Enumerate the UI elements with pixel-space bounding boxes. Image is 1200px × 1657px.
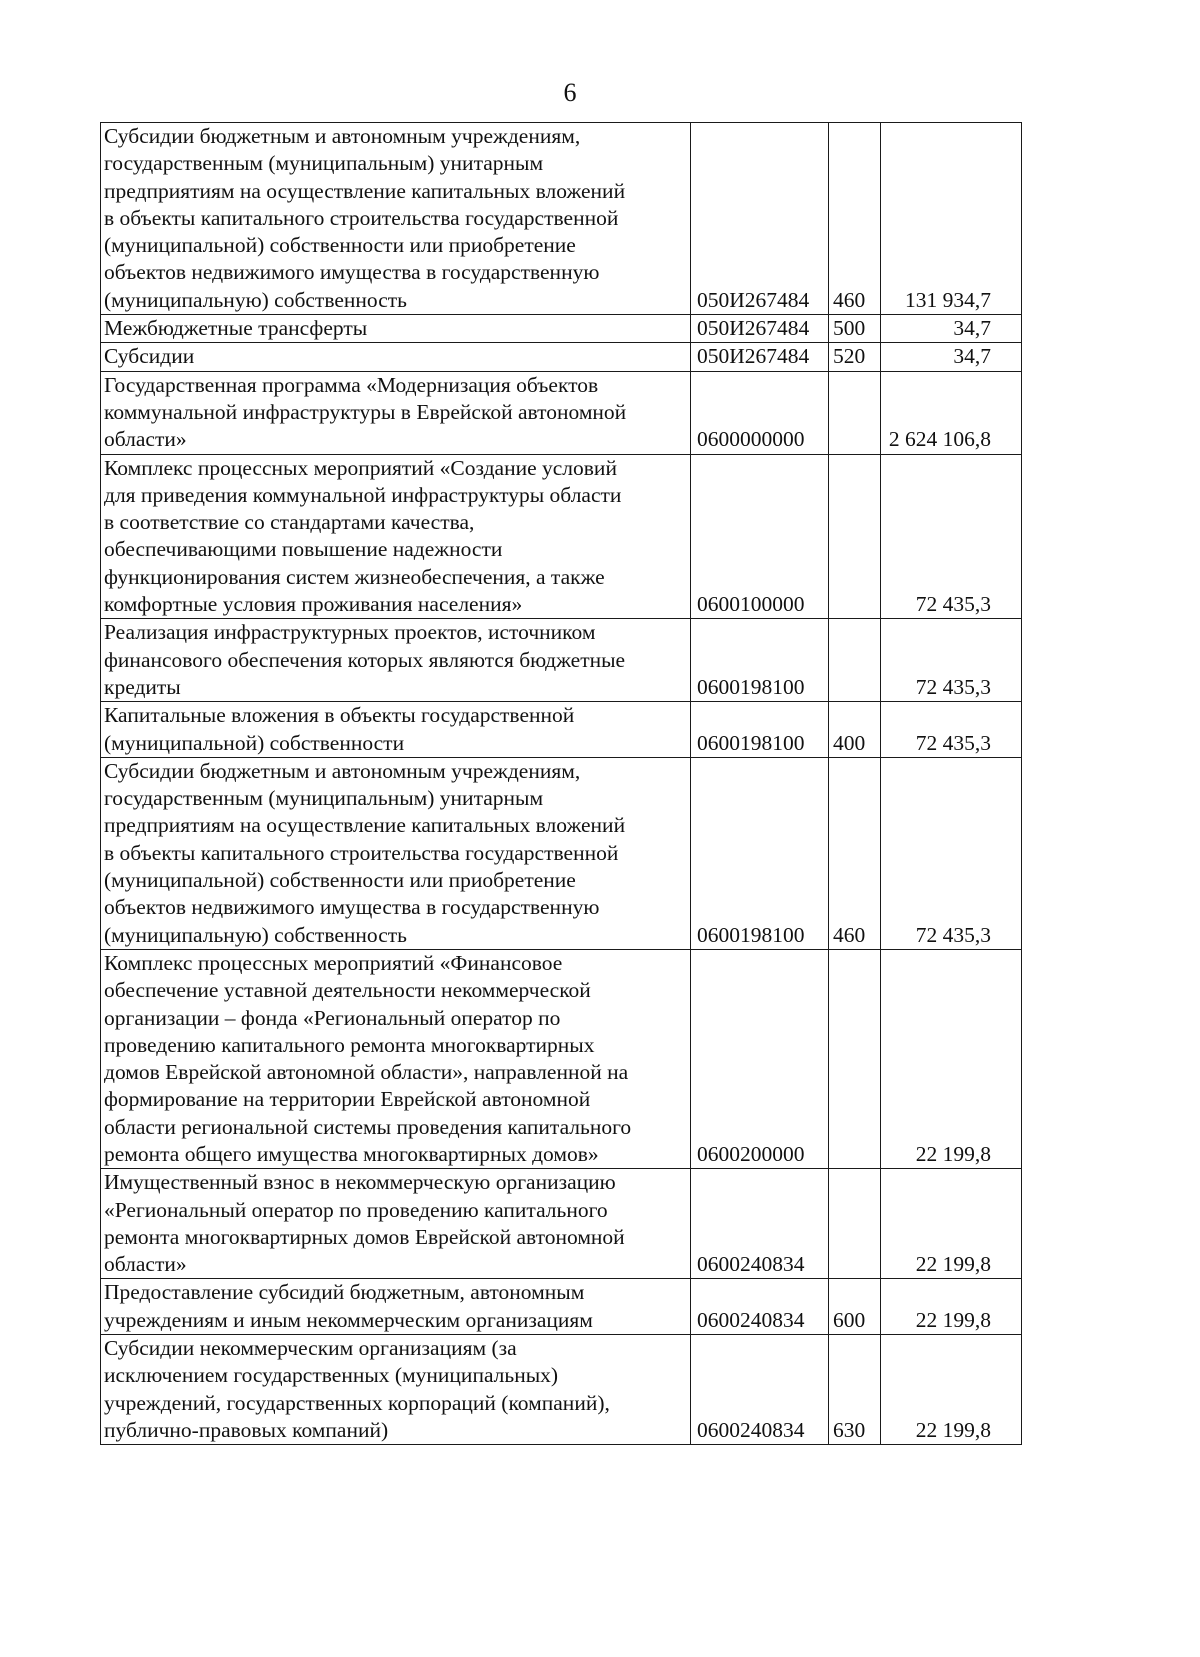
row-name-cell: Комплекс процессных мероприятий «Финансовое обеспечение уставной деятельности некоммерческой организации – фонда «Региональный оператор по проведению капитального ремонта многоквартирных домов Еврейской автономной области», направленной на формирование на территории Еврейской автономной области региональной системы проведения капитального ремонта общего имущества многоквартирных домов» <box>101 949 691 1168</box>
row-type-cell <box>829 949 881 1168</box>
row-amount-cell: 131 934,7 <box>881 123 1022 315</box>
table-row <box>101 454 1022 619</box>
row-amount-cell: 72 435,3 <box>881 454 1022 619</box>
row-amount-cell: 2 624 106,8 <box>881 371 1022 454</box>
row-amount-cell: 72 435,3 <box>881 757 1022 949</box>
row-type-cell <box>829 619 881 702</box>
row-name-cell: Субсидии бюджетным и автономным учреждениям, государственным (муниципальным) унитарным предприятиям на осуществление капитальных вложений в объекты капитального строительства государственной (муниципальной) собственности или приобретение объектов недвижимого имущества в государственную (муниципальную) собственность <box>101 757 691 949</box>
page-number: 6 <box>563 78 577 107</box>
row-code-cell: 050И267484 <box>691 123 829 315</box>
row-type-cell: 400 <box>829 702 881 758</box>
table-row <box>101 1169 1022 1279</box>
row-code-cell: 0600200000 <box>691 949 829 1168</box>
table-row <box>101 343 1022 371</box>
table-row <box>101 1279 1022 1335</box>
row-code-cell: 0600000000 <box>691 371 829 454</box>
row-name-cell: Субсидии <box>101 343 691 371</box>
row-name-cell: Предоставление субсидий бюджетным, автономным учреждениям и иным некоммерческим организациям <box>101 1279 691 1335</box>
row-amount-cell: 72 435,3 <box>881 619 1022 702</box>
row-amount-cell: 22 199,8 <box>881 949 1022 1168</box>
budget-table <box>100 122 1022 1445</box>
row-amount-cell: 22 199,8 <box>881 1335 1022 1445</box>
table-row <box>101 949 1022 1168</box>
row-type-cell: 460 <box>829 757 881 949</box>
row-code-cell: 0600100000 <box>691 454 829 619</box>
table-row <box>101 123 1022 315</box>
row-type-cell: 630 <box>829 1335 881 1445</box>
row-code-cell: 050И267484 <box>691 315 829 343</box>
table-row <box>101 315 1022 343</box>
row-type-cell: 600 <box>829 1279 881 1335</box>
row-amount-cell: 22 199,8 <box>881 1279 1022 1335</box>
table-row <box>101 371 1022 454</box>
row-amount-cell: 34,7 <box>881 343 1022 371</box>
row-code-cell: 0600198100 <box>691 702 829 758</box>
row-name-cell: Субсидии бюджетным и автономным учреждениям, государственным (муниципальным) унитарным предприятиям на осуществление капитальных вложений в объекты капитального строительства государственной (муниципальной) собственности или приобретение объектов недвижимого имущества в государственную (муниципальную) собственность <box>101 123 691 315</box>
row-code-cell: 0600240834 <box>691 1279 829 1335</box>
row-name-cell: Государственная программа «Модернизация объектов коммунальной инфраструктуры в Еврейской автономной области» <box>101 371 691 454</box>
table-row <box>101 757 1022 949</box>
row-type-cell: 500 <box>829 315 881 343</box>
row-name-cell: Реализация инфраструктурных проектов, источником финансового обеспечения которых являются бюджетные кредиты <box>101 619 691 702</box>
row-name-cell: Имущественный взнос в некоммерческую организацию «Региональный оператор по проведению капитального ремонта многоквартирных домов Еврейской автономной области» <box>101 1169 691 1279</box>
row-name-cell: Комплекс процессных мероприятий «Создание условий для приведения коммунальной инфраструктуры области в соответствие со стандартами качества, обеспечивающими повышение надежности функционирования систем жизнеобеспечения, а также комфортные условия проживания населения» <box>101 454 691 619</box>
row-name-cell: Субсидии некоммерческим организациям (за исключением государственных (муниципальных) учреждений, государственных корпораций (компаний), публично-правовых компаний) <box>101 1335 691 1445</box>
table-body <box>101 123 1022 1445</box>
row-type-cell <box>829 1169 881 1279</box>
row-code-cell: 050И267484 <box>691 343 829 371</box>
table-row <box>101 1335 1022 1445</box>
table-row <box>101 702 1022 758</box>
row-type-cell <box>829 371 881 454</box>
row-name-cell: Межбюджетные трансферты <box>101 315 691 343</box>
row-code-cell: 0600240834 <box>691 1169 829 1279</box>
row-code-cell: 0600198100 <box>691 757 829 949</box>
row-type-cell: 520 <box>829 343 881 371</box>
row-type-cell: 460 <box>829 123 881 315</box>
row-amount-cell: 22 199,8 <box>881 1169 1022 1279</box>
row-name-cell: Капитальные вложения в объекты государственной (муниципальной) собственности <box>101 702 691 758</box>
row-code-cell: 0600240834 <box>691 1335 829 1445</box>
row-type-cell <box>829 454 881 619</box>
row-amount-cell: 34,7 <box>881 315 1022 343</box>
row-amount-cell: 72 435,3 <box>881 702 1022 758</box>
row-code-cell: 0600198100 <box>691 619 829 702</box>
table-row <box>101 619 1022 702</box>
